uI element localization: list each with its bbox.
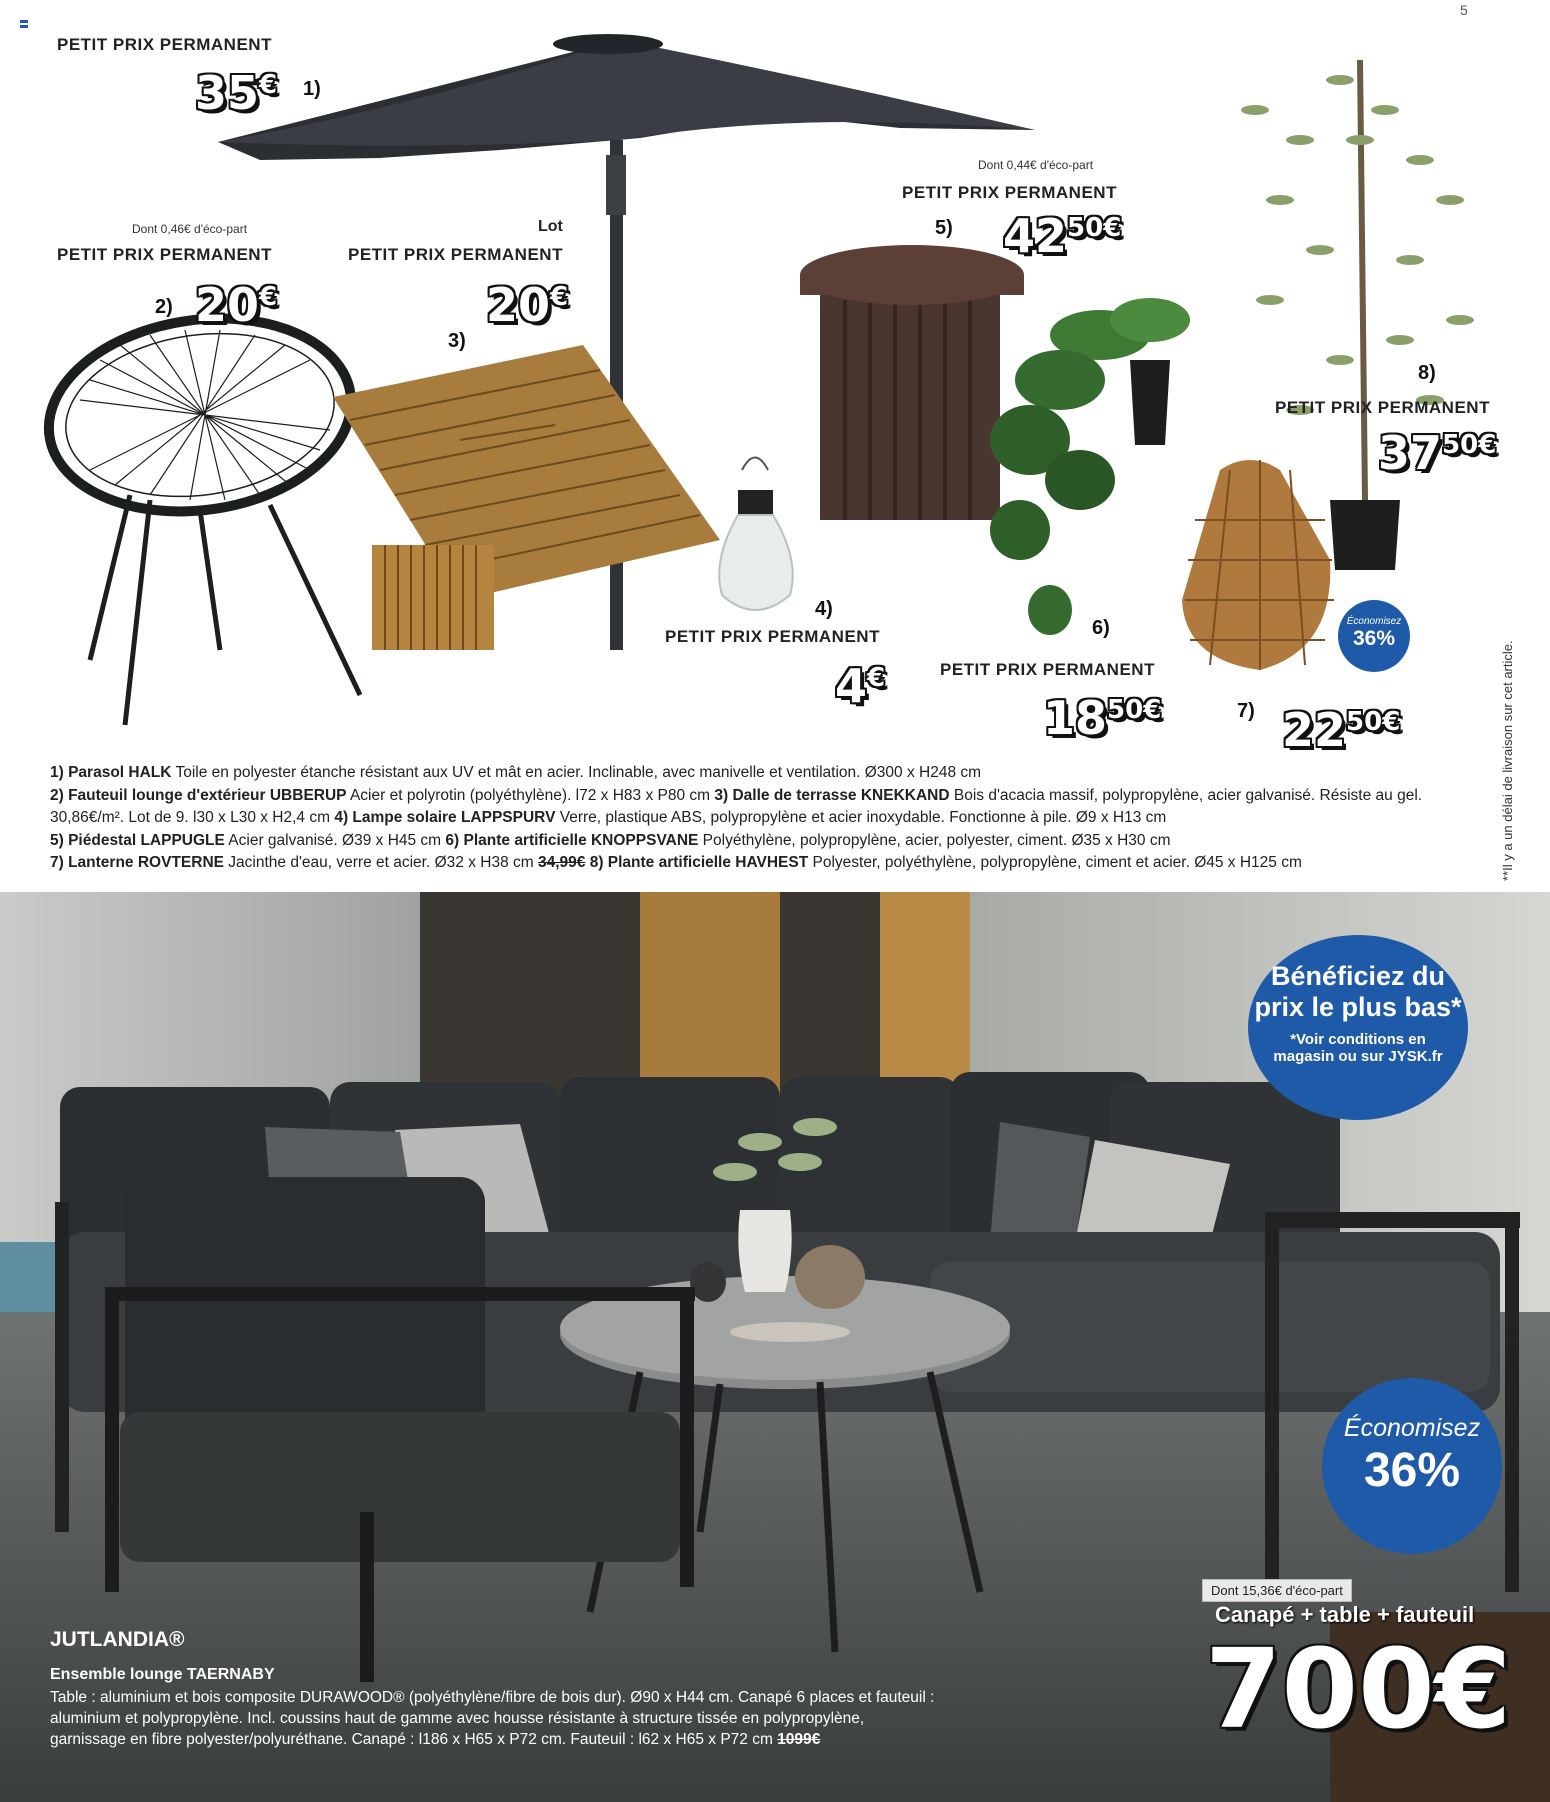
bundle-price: 700€	[1205, 1625, 1512, 1753]
item5-price: 4250€	[1003, 209, 1122, 263]
product-descriptions	[50, 762, 1490, 875]
item4-price: 4€	[835, 659, 886, 713]
item4-number: 4)	[815, 598, 833, 620]
desc-line-1: 1) Parasol HALK Toile en polyester étanche résistant aux UV et mât en acier. Inclinable, avec manivelle et ventilation. Ø300 x H248 cm	[50, 764, 982, 781]
item2-price: 20€	[195, 278, 278, 332]
item2-number: 2)	[155, 296, 173, 318]
item4-header: PETIT PRIX PERMANENT	[665, 627, 880, 646]
item6-price: 1850€	[1043, 691, 1162, 745]
item7-price: 2250€	[1282, 703, 1401, 757]
page-number: 5	[1460, 2, 1468, 18]
bundle-label: Canapé + table + fauteuil	[1215, 1602, 1475, 1627]
item5-eco-part: Dont 0,44€ d'éco-part	[978, 158, 1094, 172]
brand-label: JUTLANDIA®	[50, 1628, 185, 1651]
item1-header: PETIT PRIX PERMANENT	[57, 35, 272, 54]
item5-number: 5)	[935, 217, 953, 239]
item3-lot: Lot	[538, 218, 563, 235]
chair-image	[36, 300, 363, 725]
delivery-note: **Il y a un délai de livraison sur cet article.	[1500, 640, 1515, 881]
lantern-image	[1182, 460, 1334, 670]
lounge-description	[50, 1687, 1130, 1750]
item7-number: 7)	[1237, 700, 1255, 722]
desc-line-2: 2) Fauteuil lounge d'extérieur UBBERUP Acier et polyrotin (polyéthylène). l72 x H83 x P80 cm 3) Dalle de terrasse KNEKKAND Bois d'acacia massif, polypropylène, acier galvanisé. Résiste au gel. 30,86€/m². Lot de 9. l30 x L30 x H2,4 cm 4) Lampe solaire LAPPSPURV Verre, plastique ABS, polypropylène et acier inoxydable. Fonctionne à pile. Ø9 x H13 cm	[50, 786, 1423, 826]
item2-eco-part: Dont 0,46€ d'éco-part	[132, 222, 248, 236]
item8-price: 3750€	[1378, 426, 1497, 480]
pedestal-image	[800, 245, 1024, 520]
item3-price: 20€	[486, 278, 569, 332]
solar-lamp-image	[719, 458, 792, 611]
item3-header: PETIT PRIX PERMANENT	[348, 245, 563, 264]
item8-number: 8)	[1418, 362, 1436, 384]
eco-part-tag: Dont 15,36€ d'éco-part	[1202, 1579, 1352, 1602]
item1-price: 35€	[195, 66, 278, 120]
item6-header: PETIT PRIX PERMANENT	[940, 660, 1155, 679]
lounge-desc-line-1: Table : aluminium et bois composite DURAWOOD® (polyéthylène/fibre de bois dur). Ø90 x H44 cm. Canapé 6 places et fauteuil :	[50, 1689, 935, 1706]
desc-line-3: 5) Piédestal LAPPUGLE Acier galvanisé. Ø39 x H45 cm 6) Plante artificielle KNOPPSVANE Polyéthylène, polypropylène, acier, polyester, ciment. Ø35 x H30 cm	[50, 831, 1171, 849]
artificial-plant-image	[990, 298, 1190, 635]
lounge-desc-line-2: aluminium et polypropylène. Incl. coussins haut de gamme avec housse résistante à structure tissée en polypropylène,	[50, 1710, 865, 1727]
deck-tiles-image	[333, 345, 720, 650]
lowest-price-bubble: Bénéficiez du prix le plus bas* *Voir conditions en magasin ou sur JYSK.fr	[1248, 935, 1468, 1120]
item3-number: 3)	[448, 330, 466, 352]
item6-number: 6)	[1092, 617, 1110, 639]
lounge-desc-line-3: garnissage en fibre polyester/polyuréthane. Canapé : l186 x H65 x P72 cm. Fauteuil : l62 x H65 x P72 cm 1099€	[50, 1731, 821, 1748]
desc-line-4: 7) Lanterne ROVTERNE Jacinthe d'eau, verre et acier. Ø32 x H38 cm 34,99€ 8) Plante artificielle HAVHEST Polyester, polyéthylène, polypropylène, ciment et acier. Ø45 x H125 cm	[50, 854, 1302, 871]
item8-header: PETIT PRIX PERMANENT	[1275, 398, 1490, 417]
lounge-title: Ensemble lounge TAERNABY	[50, 1666, 275, 1683]
item1-number: 1)	[303, 78, 321, 100]
savings-bubble: Économisez 36%	[1322, 1378, 1502, 1554]
item2-header: PETIT PRIX PERMANENT	[57, 245, 272, 264]
item7-discount-badge: Économisez 36%	[1338, 600, 1410, 672]
item5-header: PETIT PRIX PERMANENT	[902, 183, 1117, 202]
lounge-photo	[0, 892, 1550, 1802]
